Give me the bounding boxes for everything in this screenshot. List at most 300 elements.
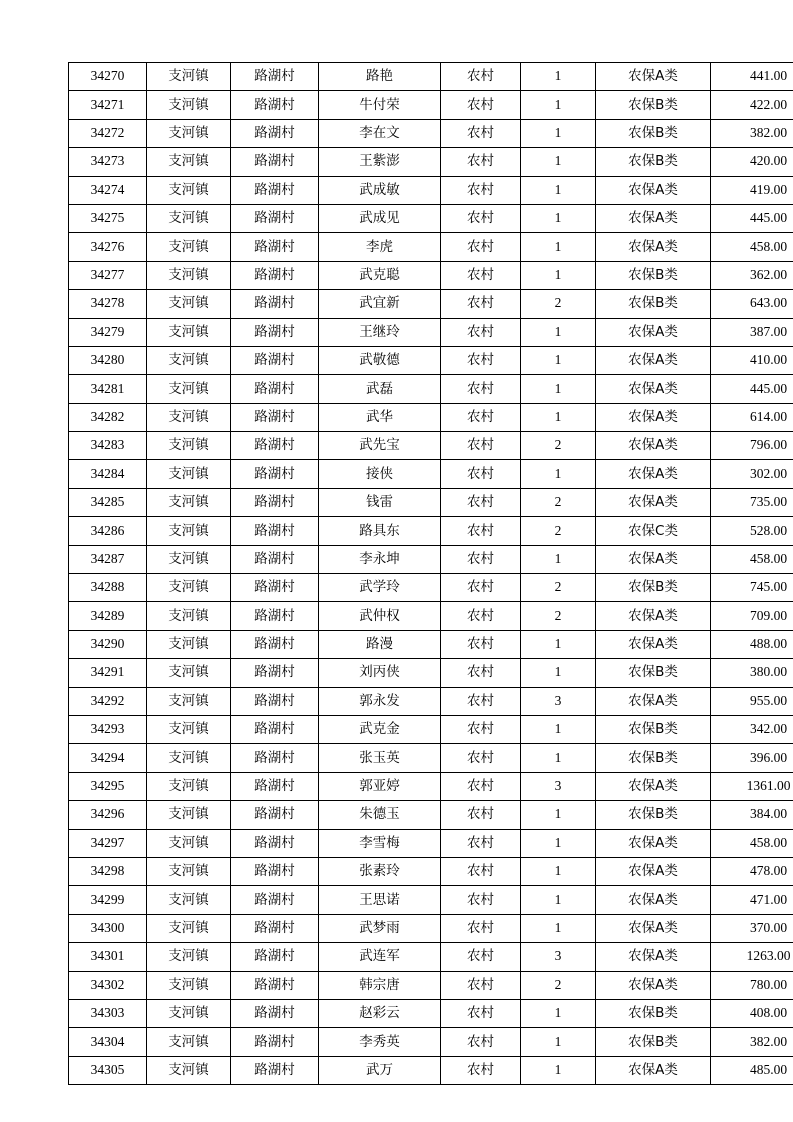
cell-category: 农保B类 bbox=[596, 290, 711, 318]
cell-town: 支河镇 bbox=[147, 63, 231, 91]
table-row bbox=[69, 1056, 793, 1084]
cell-amount: 458.00 bbox=[711, 545, 793, 573]
cell-village: 路湖村 bbox=[231, 1056, 319, 1084]
cell-village: 路湖村 bbox=[231, 999, 319, 1027]
cell-town: 支河镇 bbox=[147, 488, 231, 516]
cell-id: 34292 bbox=[69, 687, 147, 715]
table-row bbox=[69, 488, 793, 516]
cell-name: 李秀英 bbox=[319, 1028, 441, 1056]
cell-category: 农保A类 bbox=[596, 403, 711, 431]
cell-amount: 396.00 bbox=[711, 744, 793, 772]
cell-town: 支河镇 bbox=[147, 829, 231, 857]
cell-id: 34285 bbox=[69, 488, 147, 516]
cell-village: 路湖村 bbox=[231, 971, 319, 999]
cell-household-type: 农村 bbox=[441, 432, 521, 460]
cell-category: 农保B类 bbox=[596, 91, 711, 119]
cell-amount: 410.00 bbox=[711, 346, 793, 374]
cell-household-type: 农村 bbox=[441, 744, 521, 772]
cell-name: 李永坤 bbox=[319, 545, 441, 573]
cell-people-count: 1 bbox=[521, 829, 596, 857]
cell-town: 支河镇 bbox=[147, 545, 231, 573]
cell-people-count: 1 bbox=[521, 659, 596, 687]
cell-name: 武宜新 bbox=[319, 290, 441, 318]
cell-household-type: 农村 bbox=[441, 91, 521, 119]
cell-town: 支河镇 bbox=[147, 375, 231, 403]
cell-household-type: 农村 bbox=[441, 403, 521, 431]
table-row bbox=[69, 290, 793, 318]
cell-amount: 302.00 bbox=[711, 460, 793, 488]
table-row bbox=[69, 744, 793, 772]
cell-id: 34284 bbox=[69, 460, 147, 488]
cell-people-count: 1 bbox=[521, 403, 596, 431]
cell-id: 34276 bbox=[69, 233, 147, 261]
cell-name: 郭永发 bbox=[319, 687, 441, 715]
cell-town: 支河镇 bbox=[147, 914, 231, 942]
cell-village: 路湖村 bbox=[231, 574, 319, 602]
cell-category: 农保A类 bbox=[596, 63, 711, 91]
cell-people-count: 2 bbox=[521, 488, 596, 516]
cell-amount: 458.00 bbox=[711, 829, 793, 857]
cell-amount: 1263.00 bbox=[711, 943, 793, 971]
cell-village: 路湖村 bbox=[231, 488, 319, 516]
cell-village: 路湖村 bbox=[231, 659, 319, 687]
cell-category: 农保B类 bbox=[596, 119, 711, 147]
cell-category: 农保A类 bbox=[596, 176, 711, 204]
cell-household-type: 农村 bbox=[441, 801, 521, 829]
cell-amount: 382.00 bbox=[711, 1028, 793, 1056]
cell-village: 路湖村 bbox=[231, 346, 319, 374]
cell-household-type: 农村 bbox=[441, 545, 521, 573]
table-row bbox=[69, 261, 793, 289]
cell-category: 农保A类 bbox=[596, 545, 711, 573]
cell-id: 34283 bbox=[69, 432, 147, 460]
cell-amount: 342.00 bbox=[711, 715, 793, 743]
cell-town: 支河镇 bbox=[147, 204, 231, 232]
cell-household-type: 农村 bbox=[441, 488, 521, 516]
cell-name: 武敬德 bbox=[319, 346, 441, 374]
cell-village: 路湖村 bbox=[231, 687, 319, 715]
cell-name: 路艳 bbox=[319, 63, 441, 91]
cell-people-count: 1 bbox=[521, 1028, 596, 1056]
cell-id: 34299 bbox=[69, 886, 147, 914]
cell-village: 路湖村 bbox=[231, 63, 319, 91]
cell-name: 武华 bbox=[319, 403, 441, 431]
cell-village: 路湖村 bbox=[231, 801, 319, 829]
table-row bbox=[69, 432, 793, 460]
cell-id: 34270 bbox=[69, 63, 147, 91]
cell-household-type: 农村 bbox=[441, 999, 521, 1027]
cell-town: 支河镇 bbox=[147, 346, 231, 374]
cell-household-type: 农村 bbox=[441, 204, 521, 232]
cell-id: 34279 bbox=[69, 318, 147, 346]
beneficiary-table bbox=[68, 62, 793, 1085]
cell-people-count: 1 bbox=[521, 857, 596, 885]
cell-category: 农保A类 bbox=[596, 687, 711, 715]
table-row bbox=[69, 630, 793, 658]
cell-village: 路湖村 bbox=[231, 148, 319, 176]
cell-people-count: 2 bbox=[521, 574, 596, 602]
cell-amount: 1361.00 bbox=[711, 772, 793, 800]
cell-people-count: 1 bbox=[521, 914, 596, 942]
cell-category: 农保B类 bbox=[596, 744, 711, 772]
cell-id: 34304 bbox=[69, 1028, 147, 1056]
cell-name: 钱雷 bbox=[319, 488, 441, 516]
cell-name: 武梦雨 bbox=[319, 914, 441, 942]
cell-category: 农保B类 bbox=[596, 715, 711, 743]
table-row bbox=[69, 943, 793, 971]
cell-id: 34297 bbox=[69, 829, 147, 857]
cell-id: 34274 bbox=[69, 176, 147, 204]
cell-amount: 445.00 bbox=[711, 204, 793, 232]
cell-amount: 780.00 bbox=[711, 971, 793, 999]
cell-amount: 471.00 bbox=[711, 886, 793, 914]
cell-category: 农保A类 bbox=[596, 971, 711, 999]
cell-name: 赵彩云 bbox=[319, 999, 441, 1027]
cell-household-type: 农村 bbox=[441, 261, 521, 289]
cell-village: 路湖村 bbox=[231, 460, 319, 488]
cell-people-count: 1 bbox=[521, 801, 596, 829]
cell-town: 支河镇 bbox=[147, 630, 231, 658]
cell-people-count: 1 bbox=[521, 630, 596, 658]
cell-category: 农保A类 bbox=[596, 460, 711, 488]
table-row bbox=[69, 1028, 793, 1056]
cell-household-type: 农村 bbox=[441, 290, 521, 318]
cell-amount: 485.00 bbox=[711, 1056, 793, 1084]
cell-id: 34296 bbox=[69, 801, 147, 829]
cell-people-count: 1 bbox=[521, 176, 596, 204]
cell-name: 武学玲 bbox=[319, 574, 441, 602]
cell-household-type: 农村 bbox=[441, 119, 521, 147]
cell-name: 武克金 bbox=[319, 715, 441, 743]
cell-household-type: 农村 bbox=[441, 233, 521, 261]
cell-village: 路湖村 bbox=[231, 403, 319, 431]
cell-category: 农保A类 bbox=[596, 772, 711, 800]
cell-id: 34298 bbox=[69, 857, 147, 885]
cell-category: 农保A类 bbox=[596, 375, 711, 403]
cell-village: 路湖村 bbox=[231, 517, 319, 545]
cell-amount: 382.00 bbox=[711, 119, 793, 147]
cell-amount: 419.00 bbox=[711, 176, 793, 204]
cell-household-type: 农村 bbox=[441, 602, 521, 630]
cell-amount: 384.00 bbox=[711, 801, 793, 829]
cell-people-count: 2 bbox=[521, 432, 596, 460]
cell-village: 路湖村 bbox=[231, 432, 319, 460]
table-row bbox=[69, 91, 793, 119]
cell-id: 34275 bbox=[69, 204, 147, 232]
cell-category: 农保B类 bbox=[596, 801, 711, 829]
cell-id: 34271 bbox=[69, 91, 147, 119]
cell-name: 武连军 bbox=[319, 943, 441, 971]
cell-household-type: 农村 bbox=[441, 659, 521, 687]
table-row bbox=[69, 857, 793, 885]
table-row bbox=[69, 346, 793, 374]
cell-id: 34303 bbox=[69, 999, 147, 1027]
cell-household-type: 农村 bbox=[441, 1028, 521, 1056]
cell-category: 农保A类 bbox=[596, 233, 711, 261]
cell-household-type: 农村 bbox=[441, 517, 521, 545]
cell-people-count: 1 bbox=[521, 346, 596, 374]
table-row bbox=[69, 971, 793, 999]
cell-id: 34286 bbox=[69, 517, 147, 545]
cell-name: 李虎 bbox=[319, 233, 441, 261]
cell-household-type: 农村 bbox=[441, 574, 521, 602]
cell-category: 农保A类 bbox=[596, 602, 711, 630]
cell-village: 路湖村 bbox=[231, 886, 319, 914]
cell-village: 路湖村 bbox=[231, 119, 319, 147]
cell-town: 支河镇 bbox=[147, 857, 231, 885]
cell-town: 支河镇 bbox=[147, 460, 231, 488]
cell-village: 路湖村 bbox=[231, 318, 319, 346]
cell-name: 武克聪 bbox=[319, 261, 441, 289]
cell-category: 农保A类 bbox=[596, 432, 711, 460]
cell-amount: 643.00 bbox=[711, 290, 793, 318]
cell-amount: 709.00 bbox=[711, 602, 793, 630]
cell-people-count: 1 bbox=[521, 744, 596, 772]
cell-village: 路湖村 bbox=[231, 829, 319, 857]
table-body bbox=[69, 63, 793, 1085]
cell-household-type: 农村 bbox=[441, 971, 521, 999]
cell-name: 韩宗唐 bbox=[319, 971, 441, 999]
cell-town: 支河镇 bbox=[147, 602, 231, 630]
cell-amount: 362.00 bbox=[711, 261, 793, 289]
cell-town: 支河镇 bbox=[147, 290, 231, 318]
cell-id: 34302 bbox=[69, 971, 147, 999]
cell-village: 路湖村 bbox=[231, 943, 319, 971]
cell-name: 武万 bbox=[319, 1056, 441, 1084]
cell-household-type: 农村 bbox=[441, 630, 521, 658]
cell-category: 农保B类 bbox=[596, 574, 711, 602]
table-row bbox=[69, 63, 793, 91]
cell-name: 王紫澎 bbox=[319, 148, 441, 176]
table-row bbox=[69, 914, 793, 942]
cell-amount: 528.00 bbox=[711, 517, 793, 545]
cell-people-count: 3 bbox=[521, 772, 596, 800]
cell-amount: 735.00 bbox=[711, 488, 793, 516]
cell-name: 路漫 bbox=[319, 630, 441, 658]
cell-people-count: 1 bbox=[521, 1056, 596, 1084]
cell-people-count: 1 bbox=[521, 261, 596, 289]
cell-amount: 614.00 bbox=[711, 403, 793, 431]
table-row bbox=[69, 602, 793, 630]
cell-name: 牛付荣 bbox=[319, 91, 441, 119]
cell-household-type: 农村 bbox=[441, 176, 521, 204]
cell-town: 支河镇 bbox=[147, 999, 231, 1027]
cell-household-type: 农村 bbox=[441, 375, 521, 403]
cell-village: 路湖村 bbox=[231, 204, 319, 232]
cell-town: 支河镇 bbox=[147, 715, 231, 743]
cell-village: 路湖村 bbox=[231, 176, 319, 204]
cell-amount: 441.00 bbox=[711, 63, 793, 91]
cell-household-type: 农村 bbox=[441, 1056, 521, 1084]
cell-id: 34300 bbox=[69, 914, 147, 942]
cell-town: 支河镇 bbox=[147, 687, 231, 715]
table-row bbox=[69, 148, 793, 176]
cell-id: 34293 bbox=[69, 715, 147, 743]
cell-category: 农保C类 bbox=[596, 517, 711, 545]
cell-people-count: 1 bbox=[521, 999, 596, 1027]
cell-id: 34288 bbox=[69, 574, 147, 602]
cell-amount: 478.00 bbox=[711, 857, 793, 885]
cell-id: 34291 bbox=[69, 659, 147, 687]
cell-household-type: 农村 bbox=[441, 346, 521, 374]
cell-amount: 745.00 bbox=[711, 574, 793, 602]
table-row bbox=[69, 999, 793, 1027]
cell-id: 34280 bbox=[69, 346, 147, 374]
cell-id: 34287 bbox=[69, 545, 147, 573]
cell-name: 刘丙侠 bbox=[319, 659, 441, 687]
cell-people-count: 1 bbox=[521, 545, 596, 573]
cell-village: 路湖村 bbox=[231, 1028, 319, 1056]
table-row bbox=[69, 318, 793, 346]
table-row bbox=[69, 715, 793, 743]
cell-people-count: 1 bbox=[521, 148, 596, 176]
table-row bbox=[69, 886, 793, 914]
cell-name: 李在文 bbox=[319, 119, 441, 147]
cell-amount: 387.00 bbox=[711, 318, 793, 346]
table-row bbox=[69, 176, 793, 204]
cell-name: 路具东 bbox=[319, 517, 441, 545]
cell-id: 34294 bbox=[69, 744, 147, 772]
cell-people-count: 2 bbox=[521, 971, 596, 999]
cell-people-count: 2 bbox=[521, 290, 596, 318]
cell-id: 34272 bbox=[69, 119, 147, 147]
table-row bbox=[69, 119, 793, 147]
cell-town: 支河镇 bbox=[147, 772, 231, 800]
cell-amount: 488.00 bbox=[711, 630, 793, 658]
cell-town: 支河镇 bbox=[147, 318, 231, 346]
cell-people-count: 3 bbox=[521, 943, 596, 971]
cell-category: 农保A类 bbox=[596, 943, 711, 971]
cell-amount: 408.00 bbox=[711, 999, 793, 1027]
cell-town: 支河镇 bbox=[147, 1056, 231, 1084]
cell-name: 朱德玉 bbox=[319, 801, 441, 829]
cell-village: 路湖村 bbox=[231, 290, 319, 318]
cell-household-type: 农村 bbox=[441, 318, 521, 346]
cell-name: 武先宝 bbox=[319, 432, 441, 460]
cell-amount: 380.00 bbox=[711, 659, 793, 687]
table-row bbox=[69, 233, 793, 261]
cell-town: 支河镇 bbox=[147, 432, 231, 460]
cell-category: 农保A类 bbox=[596, 829, 711, 857]
cell-town: 支河镇 bbox=[147, 801, 231, 829]
cell-village: 路湖村 bbox=[231, 602, 319, 630]
cell-village: 路湖村 bbox=[231, 772, 319, 800]
cell-town: 支河镇 bbox=[147, 886, 231, 914]
cell-people-count: 1 bbox=[521, 375, 596, 403]
cell-people-count: 1 bbox=[521, 318, 596, 346]
cell-id: 34305 bbox=[69, 1056, 147, 1084]
cell-village: 路湖村 bbox=[231, 744, 319, 772]
cell-people-count: 1 bbox=[521, 460, 596, 488]
cell-category: 农保A类 bbox=[596, 1056, 711, 1084]
cell-people-count: 1 bbox=[521, 715, 596, 743]
cell-category: 农保B类 bbox=[596, 999, 711, 1027]
cell-town: 支河镇 bbox=[147, 1028, 231, 1056]
cell-household-type: 农村 bbox=[441, 687, 521, 715]
cell-name: 武成见 bbox=[319, 204, 441, 232]
table-row bbox=[69, 772, 793, 800]
table-row bbox=[69, 687, 793, 715]
cell-id: 34282 bbox=[69, 403, 147, 431]
cell-village: 路湖村 bbox=[231, 630, 319, 658]
cell-id: 34301 bbox=[69, 943, 147, 971]
cell-town: 支河镇 bbox=[147, 148, 231, 176]
cell-name: 李雪梅 bbox=[319, 829, 441, 857]
cell-category: 农保A类 bbox=[596, 204, 711, 232]
table-row bbox=[69, 517, 793, 545]
cell-village: 路湖村 bbox=[231, 91, 319, 119]
cell-amount: 422.00 bbox=[711, 91, 793, 119]
cell-people-count: 2 bbox=[521, 602, 596, 630]
cell-household-type: 农村 bbox=[441, 914, 521, 942]
cell-village: 路湖村 bbox=[231, 261, 319, 289]
cell-category: 农保A类 bbox=[596, 914, 711, 942]
cell-category: 农保A类 bbox=[596, 857, 711, 885]
table-row bbox=[69, 829, 793, 857]
cell-people-count: 1 bbox=[521, 119, 596, 147]
cell-name: 武成敏 bbox=[319, 176, 441, 204]
cell-town: 支河镇 bbox=[147, 943, 231, 971]
cell-village: 路湖村 bbox=[231, 545, 319, 573]
cell-name: 武磊 bbox=[319, 375, 441, 403]
cell-household-type: 农村 bbox=[441, 460, 521, 488]
cell-household-type: 农村 bbox=[441, 943, 521, 971]
cell-name: 张素玲 bbox=[319, 857, 441, 885]
cell-category: 农保B类 bbox=[596, 659, 711, 687]
cell-village: 路湖村 bbox=[231, 375, 319, 403]
table-row bbox=[69, 375, 793, 403]
cell-id: 34290 bbox=[69, 630, 147, 658]
cell-category: 农保A类 bbox=[596, 886, 711, 914]
cell-people-count: 1 bbox=[521, 204, 596, 232]
cell-category: 农保A类 bbox=[596, 488, 711, 516]
cell-town: 支河镇 bbox=[147, 91, 231, 119]
cell-town: 支河镇 bbox=[147, 574, 231, 602]
cell-town: 支河镇 bbox=[147, 403, 231, 431]
cell-people-count: 1 bbox=[521, 63, 596, 91]
cell-amount: 420.00 bbox=[711, 148, 793, 176]
cell-people-count: 3 bbox=[521, 687, 596, 715]
cell-people-count: 1 bbox=[521, 886, 596, 914]
cell-name: 武仲权 bbox=[319, 602, 441, 630]
cell-id: 34273 bbox=[69, 148, 147, 176]
cell-town: 支河镇 bbox=[147, 261, 231, 289]
cell-category: 农保A类 bbox=[596, 346, 711, 374]
table-row bbox=[69, 574, 793, 602]
cell-amount: 955.00 bbox=[711, 687, 793, 715]
cell-id: 34278 bbox=[69, 290, 147, 318]
cell-category: 农保B类 bbox=[596, 148, 711, 176]
table-row bbox=[69, 801, 793, 829]
cell-village: 路湖村 bbox=[231, 914, 319, 942]
cell-id: 34281 bbox=[69, 375, 147, 403]
cell-category: 农保B类 bbox=[596, 1028, 711, 1056]
cell-name: 王思诺 bbox=[319, 886, 441, 914]
cell-town: 支河镇 bbox=[147, 119, 231, 147]
cell-town: 支河镇 bbox=[147, 233, 231, 261]
cell-village: 路湖村 bbox=[231, 233, 319, 261]
cell-household-type: 农村 bbox=[441, 772, 521, 800]
cell-amount: 796.00 bbox=[711, 432, 793, 460]
cell-category: 农保A类 bbox=[596, 630, 711, 658]
cell-town: 支河镇 bbox=[147, 659, 231, 687]
cell-name: 郭亚婷 bbox=[319, 772, 441, 800]
cell-household-type: 农村 bbox=[441, 148, 521, 176]
cell-town: 支河镇 bbox=[147, 971, 231, 999]
table-row bbox=[69, 403, 793, 431]
cell-id: 34295 bbox=[69, 772, 147, 800]
cell-household-type: 农村 bbox=[441, 63, 521, 91]
